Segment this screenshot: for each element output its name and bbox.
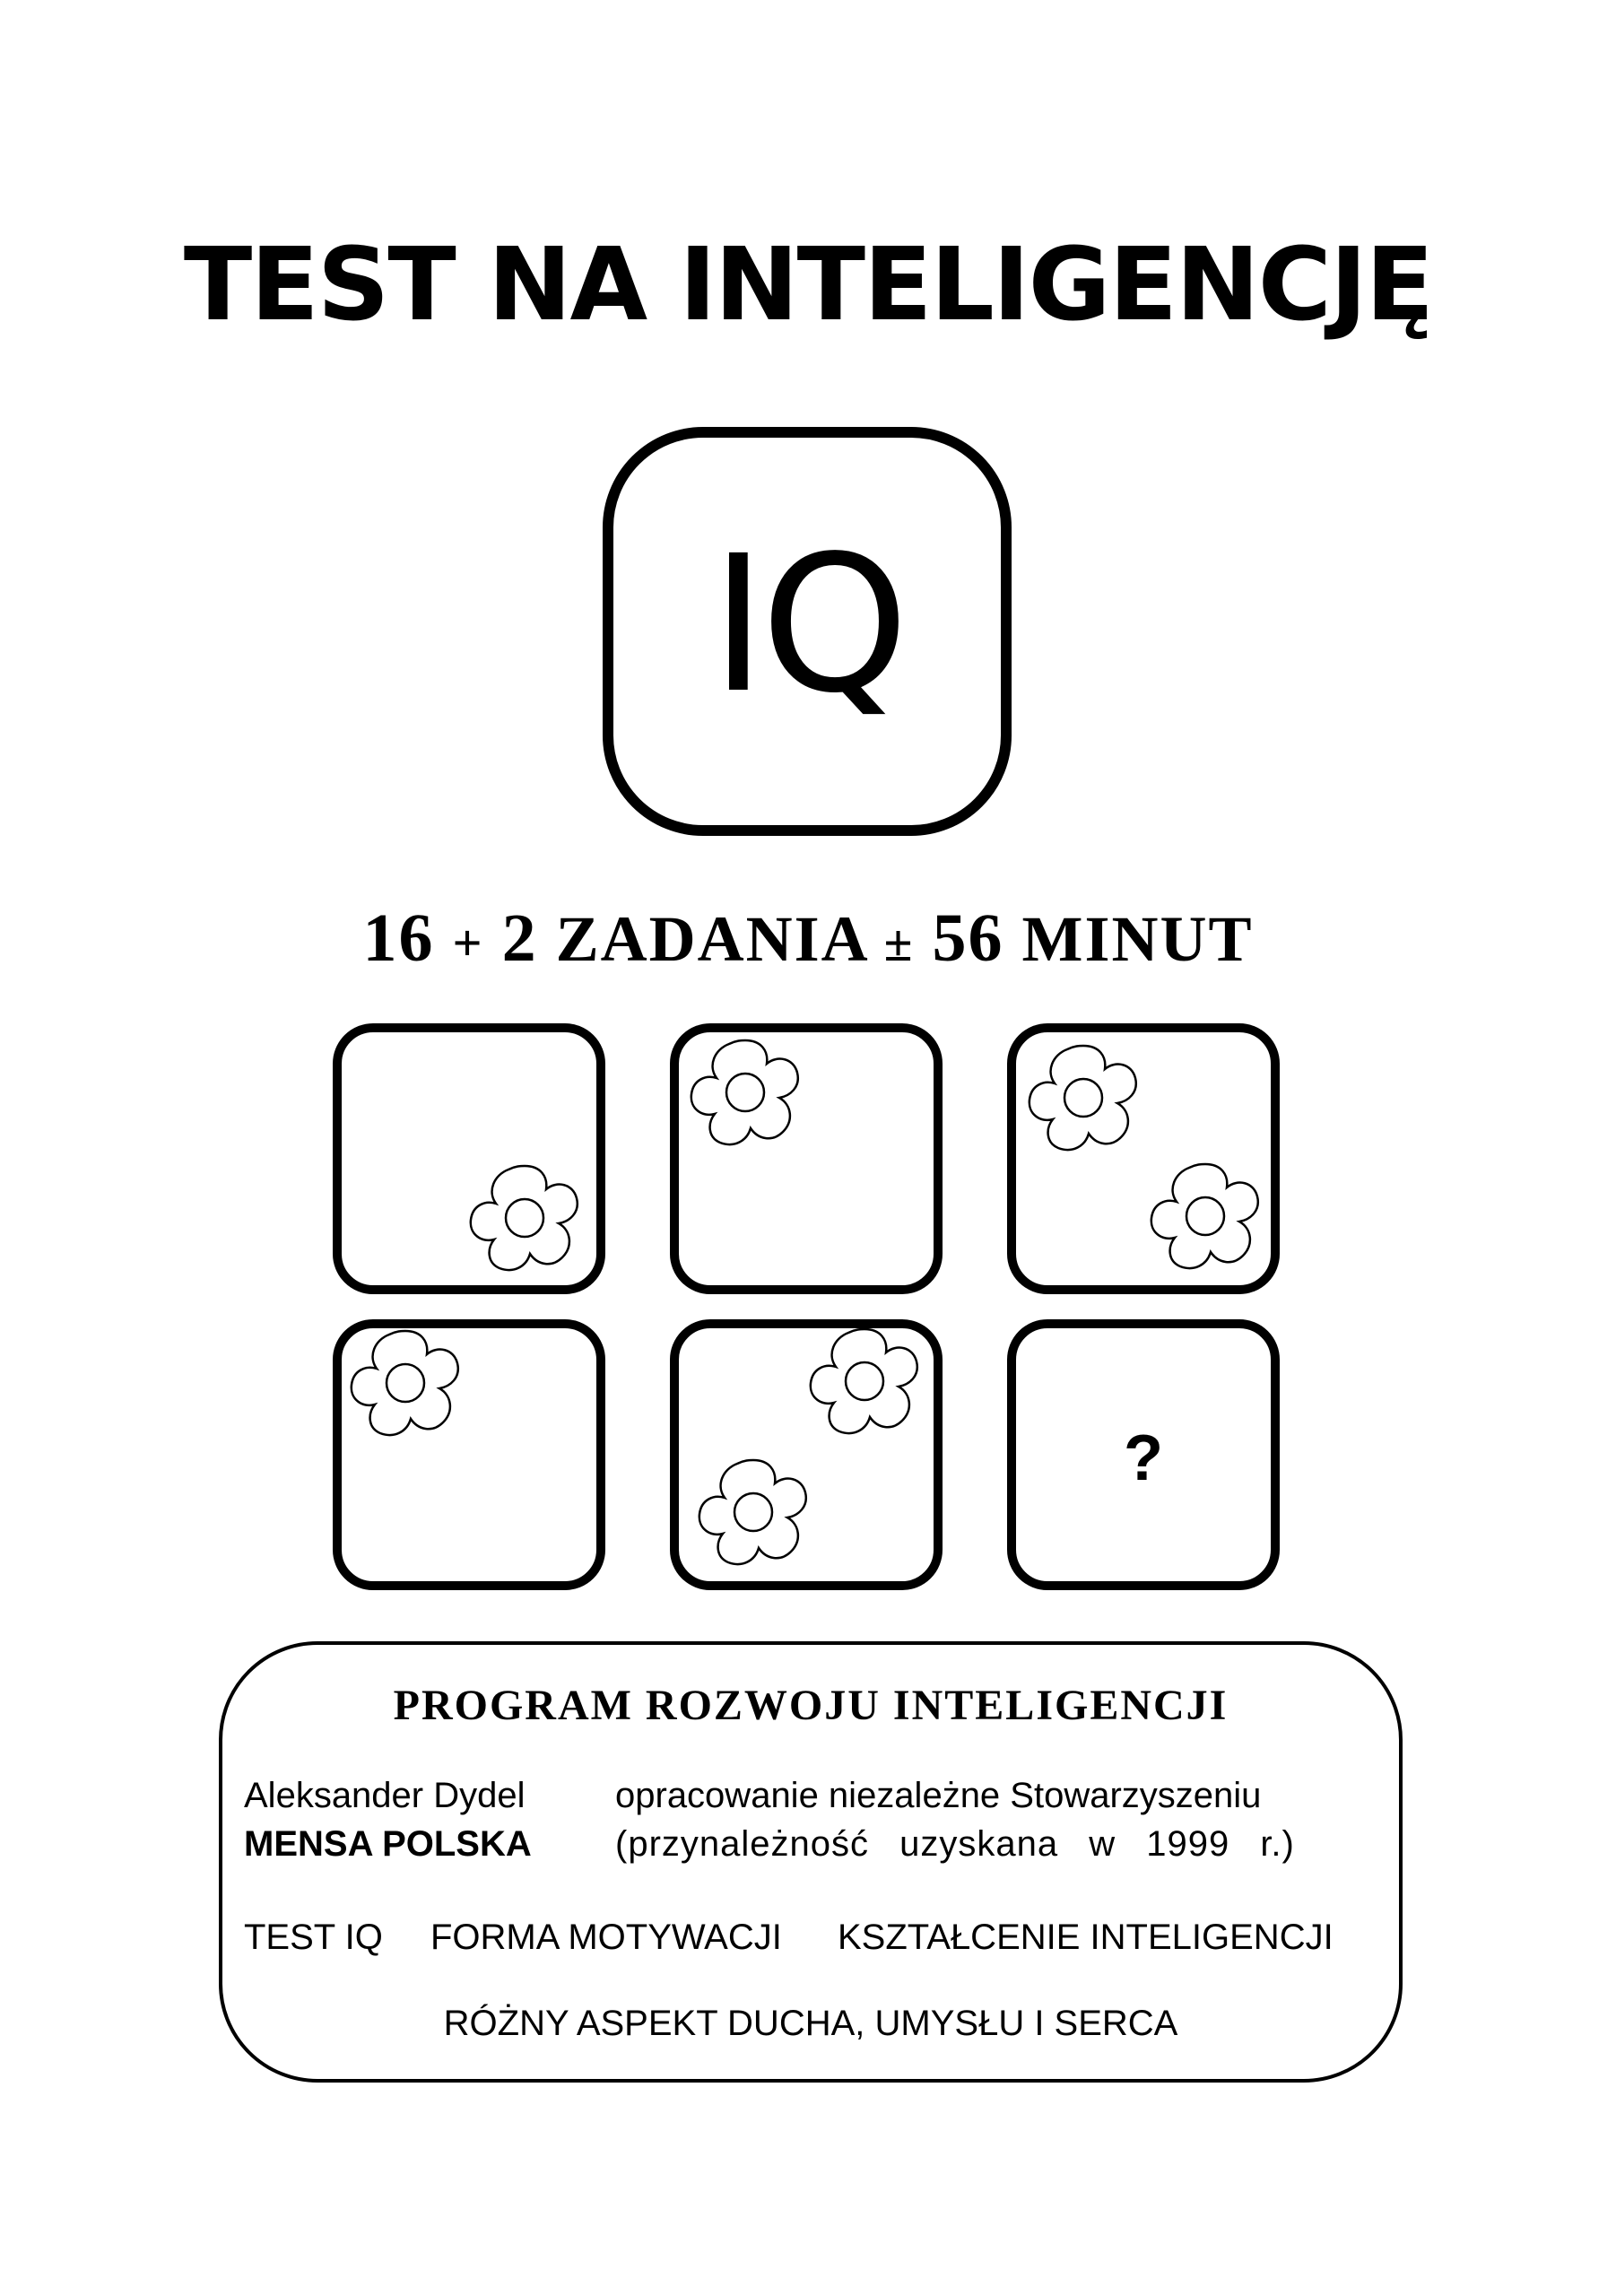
puzzle-cell-5 [674,1324,938,1586]
program-info-box [219,1641,1403,2083]
iq-logo-text: IQ [710,515,904,735]
program-description: opracowanie niezależne Stowarzyszeniu [615,1776,1262,1815]
approx-sign: ± [883,914,915,972]
extra-task-count: 2 [501,900,538,976]
keyword-education: KSZTAŁCENIE INTELIGENCJI [838,1918,1334,1957]
puzzle-cell-4 [337,1324,601,1586]
flower-icon [1151,1164,1258,1268]
page-title: TEST NA INTELIGENCJĘ [183,227,1433,344]
plus-sign: + [452,914,484,972]
keyword-motivation: FORMA MOTYWACJI [430,1918,782,1957]
tasks-word: ZADANIA [555,903,866,975]
flower-icon [691,1040,798,1144]
task-count: 16 [362,900,435,976]
puzzle-cell-2 [674,1028,938,1290]
membership-note: (przynależność uzyskana w 1999 r.) [615,1824,1295,1864]
flower-icon [811,1329,917,1433]
minutes-word: MINUT [1021,903,1254,975]
missing-cell-question-mark: ? [1124,1422,1163,1494]
flower-icon [699,1460,806,1564]
flower-icon [352,1331,458,1435]
flower-icon [471,1166,578,1270]
minutes-count: 56 [932,900,1004,976]
flower-icon [1030,1046,1136,1150]
keyword-test-iq: TEST IQ [244,1918,383,1957]
puzzle-cell-1 [337,1028,601,1290]
program-motto: RÓŻNY ASPEKT DUCHA, UMYSŁU I SERCA [443,2004,1178,2043]
program-title: PROGRAM ROZWOJU INTELIGENCJI [393,1682,1229,1729]
organization-name: MENSA POLSKA [244,1824,532,1864]
author-name: Aleksander Dydel [244,1776,526,1815]
